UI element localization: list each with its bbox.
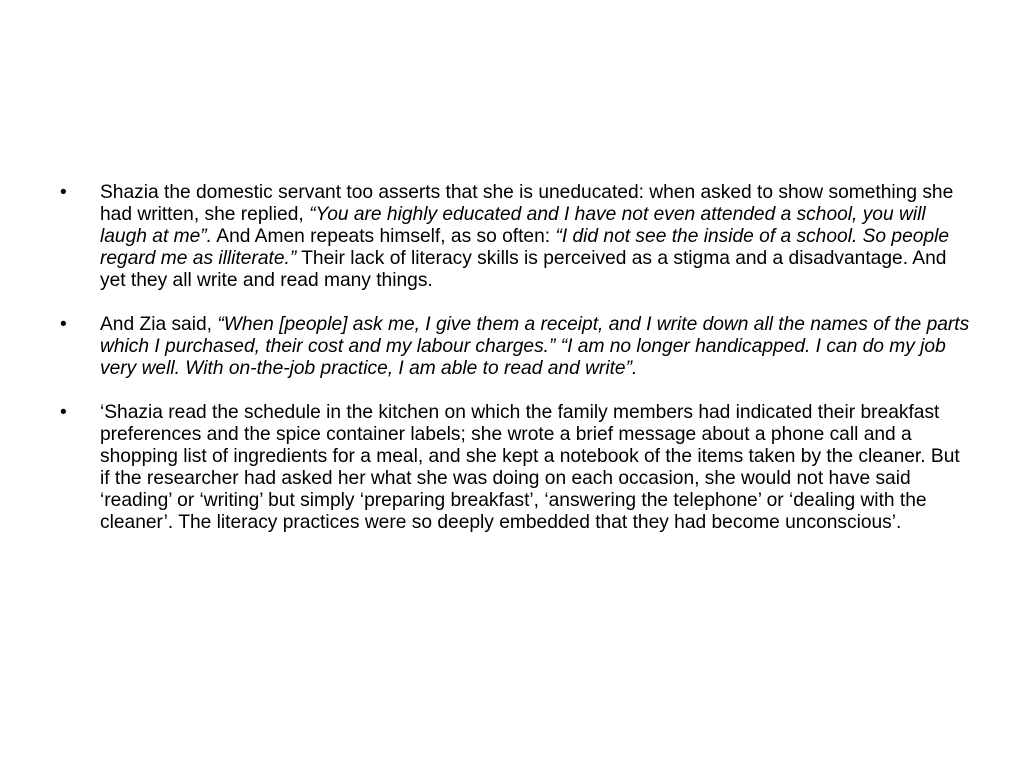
text-run: Shazia the domestic servant too asserts that she is uneducated: when asked to show something she had written, she replied,: [100, 182, 954, 225]
text-run: And Zia said,: [100, 314, 218, 335]
bullet-icon: •: [60, 182, 67, 203]
bullet-icon: •: [60, 314, 67, 335]
quote-run: “I did not see the inside of a school. So people regard me as illiterate.”: [100, 226, 950, 269]
quote-run: “You are highly educated and I have not even attended a school, you will laugh at me”.: [100, 204, 926, 247]
text-run: Their lack of literacy skills is perceived as a stigma and a disadvantage. And yet they all write and read many things.: [100, 248, 947, 291]
bullet-text: [100, 314, 969, 379]
bullet-list: [60, 182, 970, 556]
bullet-text: [100, 182, 953, 291]
bullet-item-zia-quote: [60, 314, 970, 380]
quote-run: “When [people] ask me, I give them a receipt, and I write down all the names of the parts which I purchased, their cost and my labour charges.” “I am no longer handicapped. I can do my job very well. With on-the-job practice, I am able to read and write”.: [100, 314, 970, 379]
text-run: And Amen repeats himself, as so often:: [212, 226, 556, 247]
bullet-icon: •: [60, 402, 67, 423]
bullet-item-shazia-schedule: [60, 402, 970, 534]
bullet-item-shazia-uneducated: [60, 182, 970, 292]
bullet-text: [100, 402, 960, 533]
text-run: ‘Shazia read the schedule in the kitchen on which the family members had indicated their breakfast preferences and the spice container labels; she wrote a brief message about a phone call and a shopping list of ingredients for a meal, and she kept a notebook of the items taken by the cleaner. But if the researcher had asked her what she was doing on each occasion, she would not have said ‘reading’ or ‘writing’ but simply ‘preparing breakfast’, ‘answering the telephone’ or ‘dealing with the cleaner’. The literacy practices were so deeply embedded that they had become unconscious’.: [100, 402, 960, 533]
